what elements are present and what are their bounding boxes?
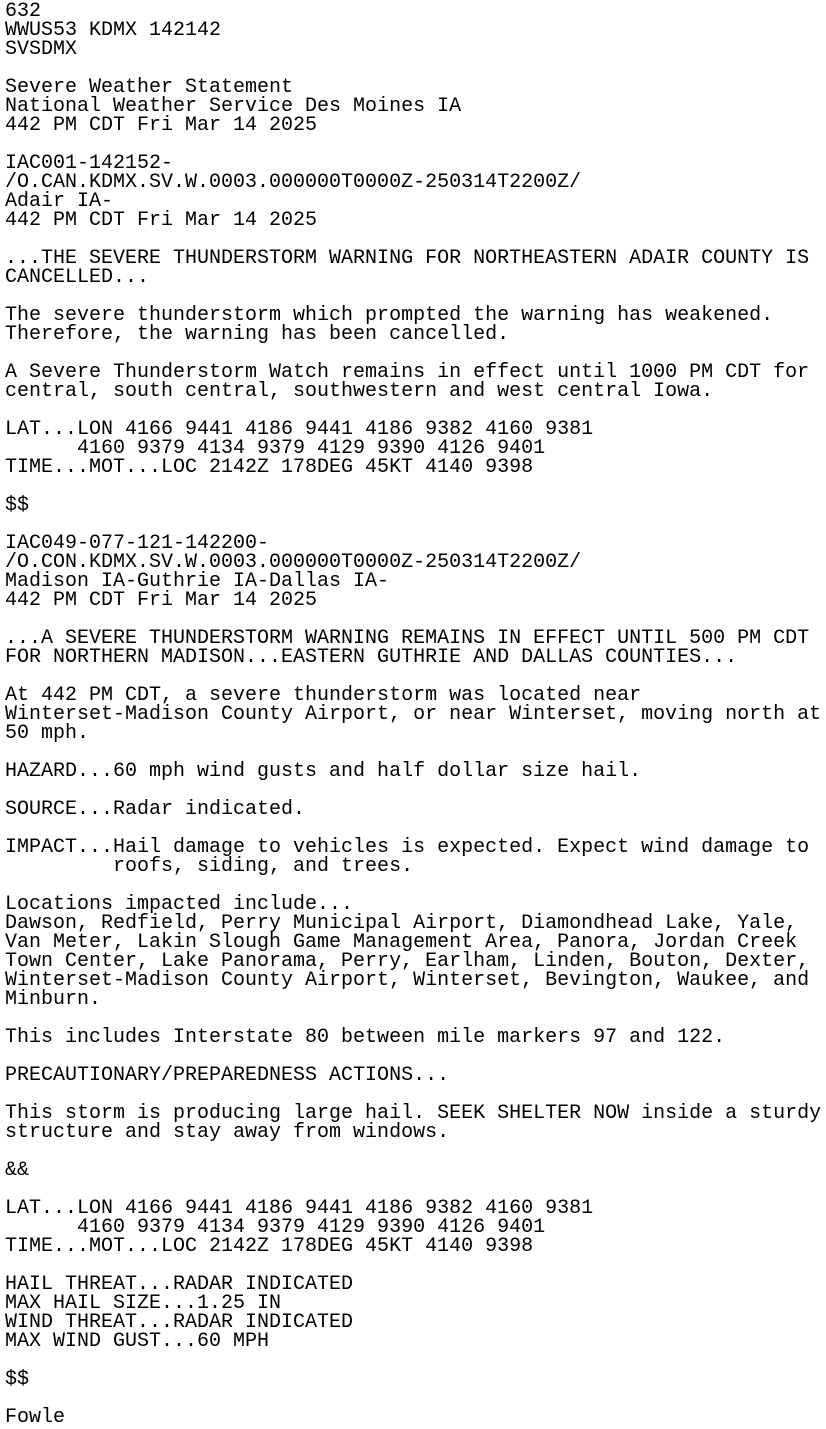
bulletin-line: $$ <box>5 1368 30 1391</box>
bulletin-line: MAX HAIL SIZE...1.25 IN <box>5 1292 282 1315</box>
bulletin-line: CANCELLED... <box>5 266 150 289</box>
bulletin-line: SVSDMX <box>5 38 78 61</box>
bulletin-line: LAT...LON 4166 9441 4186 9441 4186 9382 4160 9381 <box>5 1197 594 1220</box>
bulletin-line: /O.CON.KDMX.SV.W.0003.000000T0000Z-250314T2200Z/ <box>5 551 582 574</box>
bulletin-line: MAX WIND GUST...60 MPH <box>5 1330 270 1353</box>
bulletin-line: HAIL THREAT...RADAR INDICATED <box>5 1273 354 1296</box>
bulletin-line: Winterset-Madison County Airport, Winterset, Bevington, Waukee, and <box>5 969 810 992</box>
bulletin-line: Minburn. <box>5 988 102 1011</box>
bulletin-line: FOR NORTHERN MADISON...EASTERN GUTHRIE AND DALLAS COUNTIES... <box>5 646 738 669</box>
bulletin-line: 442 PM CDT Fri Mar 14 2025 <box>5 589 318 612</box>
bulletin-line: TIME...MOT...LOC 2142Z 178DEG 45KT 4140 9398 <box>5 456 534 479</box>
bulletin-line: Van Meter, Lakin Slough Game Management Area, Panora, Jordan Creek <box>5 931 798 954</box>
bulletin-line: 442 PM CDT Fri Mar 14 2025 <box>5 209 318 232</box>
bulletin-line: HAZARD...60 mph wind gusts and half dollar size hail. <box>5 760 642 783</box>
bulletin-line: A Severe Thunderstorm Watch remains in effect until 1000 PM CDT for <box>5 361 810 384</box>
bulletin-line: ...A SEVERE THUNDERSTORM WARNING REMAINS IN EFFECT UNTIL 500 PM CDT <box>5 627 810 650</box>
bulletin-line: 442 PM CDT Fri Mar 14 2025 <box>5 114 318 137</box>
bulletin-line: IAC049-077-121-142200- <box>5 532 270 555</box>
blank-line <box>5 1351 826 1370</box>
bulletin-line: roofs, siding, and trees. <box>5 855 414 878</box>
bulletin-line: Adair IA- <box>5 190 114 213</box>
bulletin-line: This storm is producing large hail. SEEK SHELTER NOW inside a sturdy <box>5 1102 822 1125</box>
bulletin-line: Therefore, the warning has been cancelled. <box>5 323 510 346</box>
bulletin-line: SOURCE...Radar indicated. <box>5 798 306 821</box>
bulletin-line: PRECAUTIONARY/PREPAREDNESS ACTIONS... <box>5 1064 450 1087</box>
blank-line <box>5 1389 826 1408</box>
bulletin-line: LAT...LON 4166 9441 4186 9441 4186 9382 4160 9381 <box>5 418 594 441</box>
bulletin-line: 4160 9379 4134 9379 4129 9390 4126 9401 <box>5 1216 546 1239</box>
blank-line <box>5 1142 826 1161</box>
bulletin-line: central, south central, southwestern and west central Iowa. <box>5 380 714 403</box>
bulletin-line: TIME...MOT...LOC 2142Z 178DEG 45KT 4140 9398 <box>5 1235 534 1258</box>
bulletin-line: Fowle <box>5 1406 66 1429</box>
bulletin-line: Severe Weather Statement <box>5 76 294 99</box>
bulletin-line: structure and stay away from windows. <box>5 1121 450 1144</box>
bulletin-line: IAC001-142152- <box>5 152 174 175</box>
bulletin-line: Dawson, Redfield, Perry Municipal Airport, Diamondhead Lake, Yale, <box>5 912 798 935</box>
bulletin-line: Madison IA-Guthrie IA-Dallas IA- <box>5 570 390 593</box>
bulletin-line: Winterset-Madison County Airport, or near Winterset, moving north at <box>5 703 822 726</box>
bulletin-line: ...THE SEVERE THUNDERSTORM WARNING FOR NORTHEASTERN ADAIR COUNTY IS <box>5 247 810 270</box>
bulletin-line: Town Center, Lake Panorama, Perry, Earlham, Linden, Bouton, Dexter, <box>5 950 810 973</box>
bulletin-line: 4160 9379 4134 9379 4129 9390 4126 9401 <box>5 437 546 460</box>
bulletin-line: WIND THREAT...RADAR INDICATED <box>5 1311 354 1334</box>
bulletin-line: The severe thunderstorm which prompted the warning has weakened. <box>5 304 774 327</box>
bulletin-line: 50 mph. <box>5 722 90 745</box>
bulletin-line: This includes Interstate 80 between mile markers 97 and 122. <box>5 1026 726 1049</box>
bulletin-line: National Weather Service Des Moines IA <box>5 95 462 118</box>
bulletin-line: $$ <box>5 494 30 517</box>
bulletin-line: IMPACT...Hail damage to vehicles is expected. Expect wind damage to <box>5 836 810 859</box>
bulletin-line: /O.CAN.KDMX.SV.W.0003.000000T0000Z-250314T2200Z/ <box>5 171 582 194</box>
bulletin-line: At 442 PM CDT, a severe thunderstorm was located near <box>5 684 642 707</box>
bulletin-line: 632 <box>5 0 42 23</box>
bulletin-line: Locations impacted include... <box>5 893 354 916</box>
bulletin-line: && <box>5 1159 30 1182</box>
bulletin-line: WWUS53 KDMX 142142 <box>5 19 222 42</box>
blank-line <box>5 477 826 496</box>
